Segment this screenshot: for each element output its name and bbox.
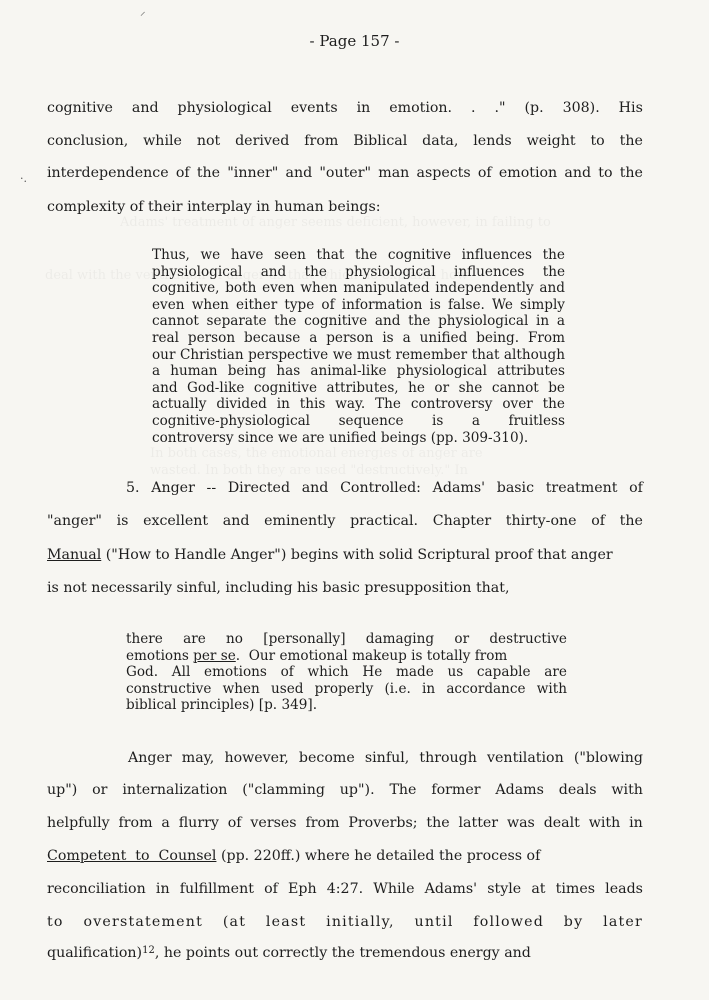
body-text: ("How to Handle Anger") begins with solid Scriptural proof that anger (101, 547, 613, 563)
body-line: complexity of their interplay in human beings: (47, 199, 381, 215)
quote-line: cognitive-physiological sequence is a fruitless (152, 412, 565, 429)
quote-line: cannot separate the cognitive and the physiological in a (152, 313, 565, 330)
quote-line: God. All emotions of which He made us capable are (126, 664, 567, 681)
body-line: helpfully from a flurry of verses from Proverbs; the latter was dealt with in (47, 815, 643, 831)
section-heading-line: 5. Anger -- Directed and Controlled: Adams' basic treatment of (126, 480, 643, 496)
body-line: up") or internalization ("clamming up"). The former Adams deals with (47, 782, 643, 798)
page-number: - Page 157 - (309, 32, 400, 50)
margin-mark: ·. (20, 172, 27, 185)
quote-line: cognitive, both even when manipulated independently and (152, 280, 565, 297)
book-title-manual: Manual (47, 547, 102, 563)
book-title-competent-to-counsel: Competent to Counsel (47, 848, 217, 864)
body-text: qualification) (47, 945, 143, 961)
body-line: interdependence of the "inner" and "outer" man aspects of emotion and to the (47, 165, 643, 181)
body-text: , he points out correctly the tremendous energy and (154, 945, 531, 961)
body-text: (pp. 220ff.) where he detailed the process of (216, 848, 541, 864)
quote-text: . Our emotional makeup is totally from (235, 647, 508, 664)
footnote-marker: 12 (142, 945, 155, 956)
body-line (47, 945, 643, 961)
quote-line: and God-like cognitive attributes, he or she cannot be (152, 379, 565, 396)
quote-line: physiological and the physiological influences the (152, 263, 565, 280)
quote-line: biblical principles) [p. 349]. (126, 697, 318, 714)
quote-line: there are no [personally] damaging or destructive (126, 631, 567, 647)
quote-line: a human being has animal-like physiological attributes (152, 363, 565, 380)
body-line: cognitive and physiological events in emotion. . ." (p. 308). His (47, 100, 643, 116)
body-line: "anger" is excellent and eminently practical. Chapter thirty-one of the (47, 513, 643, 529)
quote-line: actually divided in this way. The controversy over the (152, 396, 565, 413)
body-line: reconciliation in fulfillment of Eph 4:27. While Adams' style at times leads (47, 881, 643, 897)
quote-text: emotions (126, 647, 194, 664)
quote-line: Thus, we have seen that the cognitive influences the (152, 247, 565, 263)
emphasis-per-se: per se (193, 647, 236, 664)
quote-line: even when either type of information is false. We simply (152, 296, 565, 313)
quote-line: controversy since we are unified beings (pp. 309-310). (152, 429, 529, 446)
quote-line: real person because a person is a unified being. From (152, 329, 565, 346)
body-line: conclusion, while not derived from Biblical data, lends weight to the (47, 133, 643, 149)
block-quote (126, 631, 567, 714)
body-line: to overstatement (at least initially, until followed by later (47, 914, 643, 930)
body-line (47, 547, 643, 563)
body-line: is not necessarily sinful, including his basic presupposition that, (47, 580, 510, 596)
quote-line (126, 648, 567, 665)
quote-line: our Christian perspective we must remember that although (152, 346, 565, 363)
body-line: Anger may, however, become sinful, through ventilation ("blowing (128, 750, 643, 766)
quote-line: constructive when used properly (i.e. in accordance with (126, 680, 567, 697)
margin-mark: ⸝ (140, 5, 146, 18)
body-line (47, 848, 643, 864)
block-quote (152, 247, 565, 446)
